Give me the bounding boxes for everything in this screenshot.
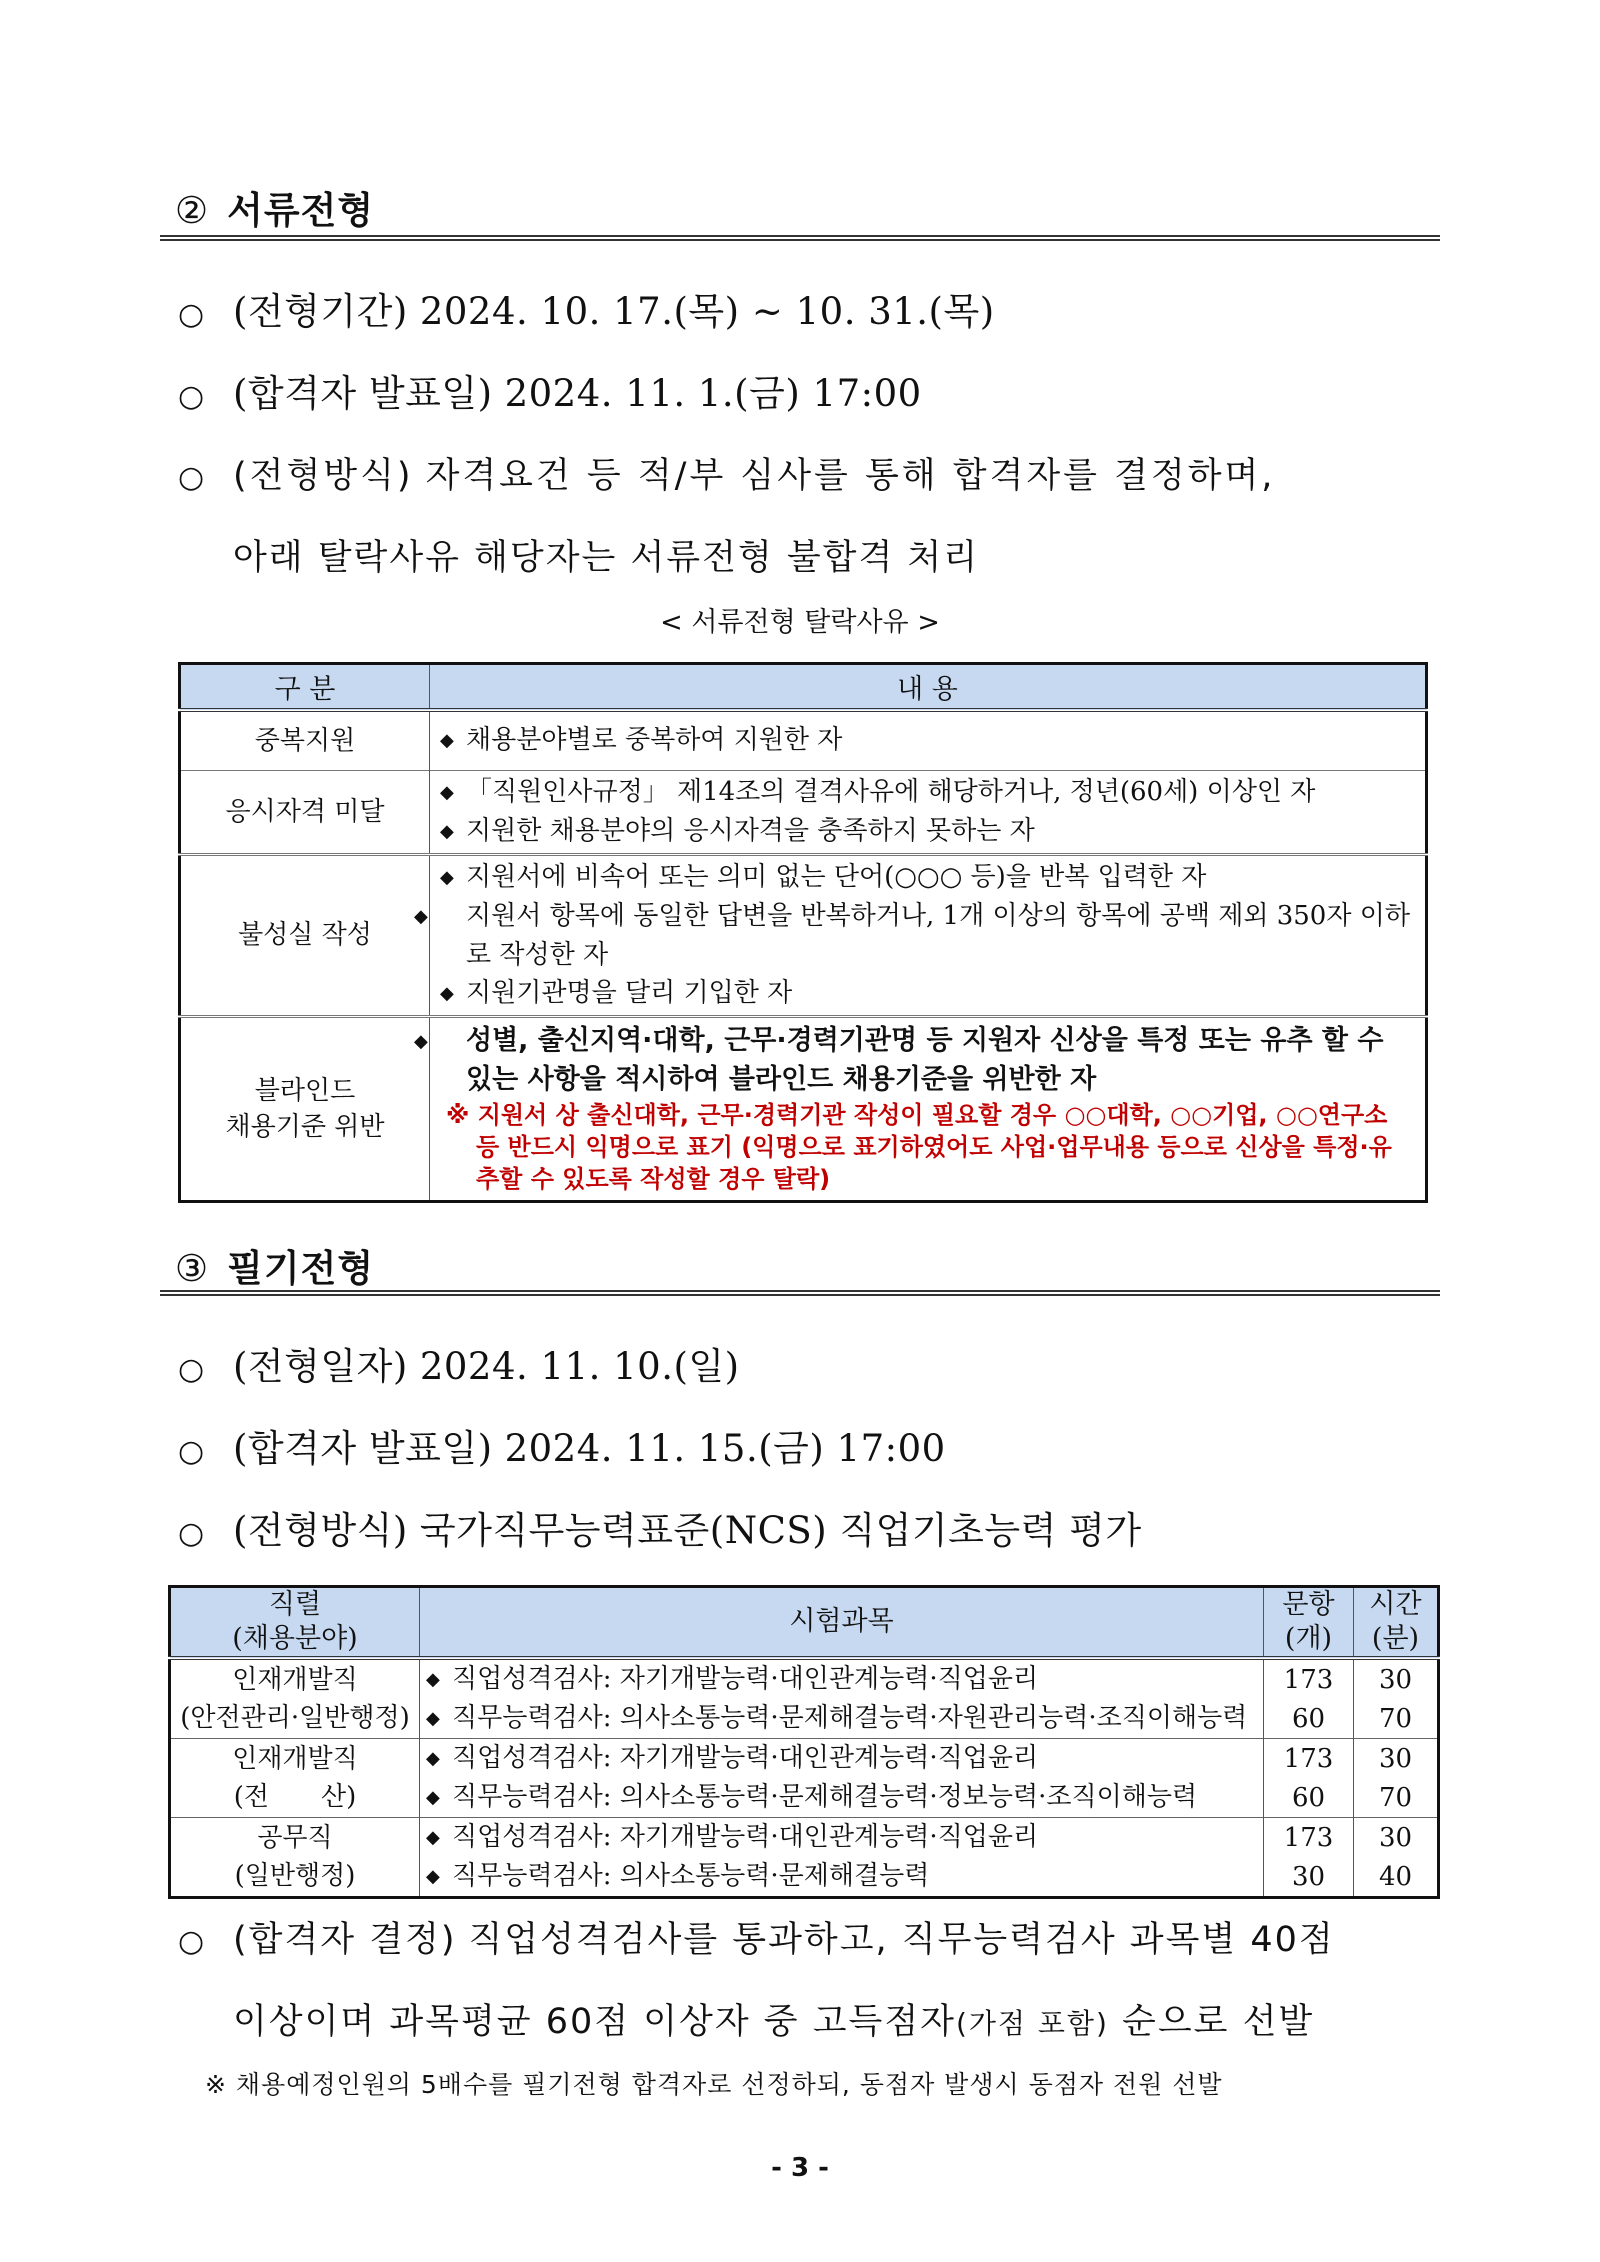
- bullet-key: (전형기간): [233, 290, 408, 333]
- header-category: 구 분: [180, 664, 430, 711]
- bullet-announcement-date: [178, 1409, 946, 1492]
- item-text: 「직원인사규정」 제14조의 결격사유에 해당하거나, 정년(60세) 이상인 자: [466, 776, 1316, 807]
- subject-cell: [420, 1739, 1264, 1779]
- header-line: 문항: [1282, 1589, 1335, 1620]
- header-line: (분): [1371, 1623, 1420, 1654]
- diamond-bullet-icon: ◆: [414, 1030, 428, 1052]
- minutes: 30: [1354, 1739, 1439, 1779]
- item-text: 지원한 채용분야의 응시자격을 충족하지 못하는 자: [466, 815, 1035, 846]
- diamond-bullet-icon: ◆: [440, 781, 454, 803]
- bullet-screening-method: [178, 436, 1275, 518]
- subject-text: 직무능력검사: 의사소통능력·문제해결능력·자원관리능력·조직이해능력: [452, 1703, 1248, 1733]
- header-line: 직렬: [268, 1589, 322, 1620]
- circle-bullet-icon: ○: [178, 1352, 205, 1387]
- diamond-bullet-icon: ◆: [440, 730, 454, 752]
- section-3-heading: [175, 1238, 374, 1292]
- row-item: [414, 897, 1415, 974]
- bullet-key: (합격자 발표일): [233, 372, 493, 415]
- row-item: [440, 812, 1415, 851]
- warning-note: ※ 지원서 상 출신대학, 근무·경력기관 작성이 필요할 경우 ○○대학, ○○기업, ○○연구소 등 반드시 익명으로 표기 (익명으로 표기하였어도 사업·업무내용 등으로 신상을 특정·유추할 수 있도록 작성할 경우 탈락): [446, 1100, 1392, 1193]
- subject-cell: [420, 1699, 1264, 1739]
- row-category: 중복지원: [180, 710, 430, 770]
- bullet-key: (합격자 발표일): [233, 1427, 493, 1470]
- table-caption: < 서류전형 탈락사유 >: [660, 607, 940, 638]
- bullet-key: (합격자 결정): [233, 1920, 457, 1960]
- header-line: 시간: [1369, 1589, 1422, 1620]
- minutes: 40: [1354, 1857, 1439, 1898]
- minutes: 70: [1354, 1699, 1439, 1739]
- bullet-value: 2024. 10. 17.(목) ~ 10. 31.(목): [419, 290, 995, 333]
- job-series-cell: [170, 1658, 420, 1739]
- decision-text: 이상이며 과목평균 60점 이상자 중 고득점자: [233, 2002, 956, 2042]
- subject-text: 직업성격검사: 자기개발능력·대인관계능력·직업윤리: [452, 1822, 1039, 1852]
- subject-cell: [420, 1658, 1264, 1699]
- bullet-value: 2024. 11. 15.(금) 17:00: [504, 1427, 946, 1470]
- minutes: 30: [1354, 1818, 1439, 1858]
- table-row: [170, 1818, 1439, 1858]
- decision-line2: [233, 1982, 1314, 2064]
- subject-text: 직업성격검사: 자기개발능력·대인관계능력·직업윤리: [452, 1743, 1039, 1773]
- header-subjects: 시험과목: [420, 1587, 1264, 1659]
- job-sub: (전 산): [233, 1782, 357, 1812]
- diamond-bullet-icon: ◆: [440, 982, 454, 1004]
- table-row: [180, 854, 1427, 1016]
- header-line: (채용분야): [232, 1623, 358, 1654]
- header-questions: [1264, 1587, 1354, 1659]
- subject-cell: [420, 1857, 1264, 1898]
- footnote: ※ 채용예정인원의 5배수를 필기전형 합격자로 선정하되, 동점자 발생시 동점자 전원 선발: [205, 2070, 1223, 2099]
- row-item: [440, 974, 1415, 1013]
- item-text: 채용분야별로 중복하여 지원한 자: [466, 725, 843, 756]
- row-item: [440, 858, 1415, 897]
- row-content: [414, 854, 1427, 1016]
- minutes: 70: [1354, 1778, 1439, 1818]
- diamond-bullet-icon: ◆: [426, 1827, 440, 1848]
- subject-text: 직업성격검사: 자기개발능력·대인관계능력·직업윤리: [452, 1664, 1039, 1694]
- subject-cell: [420, 1818, 1264, 1858]
- diamond-bullet-icon: ◆: [426, 1669, 440, 1690]
- bullet-key: (전형방식): [233, 456, 414, 496]
- bullet-value: 2024. 11. 10.(일): [419, 1345, 740, 1388]
- section-divider: [160, 235, 1440, 241]
- bullet-value: 국가직무능력표준(NCS) 직업기초능력 평가: [419, 1509, 1142, 1552]
- circle-bullet-icon: ○: [178, 297, 205, 332]
- section-title: 서류전형: [227, 189, 375, 232]
- job-series-cell: [170, 1818, 420, 1898]
- diamond-bullet-icon: ◆: [440, 866, 454, 888]
- question-count: 173: [1264, 1658, 1354, 1699]
- bullet-continuation: 아래 탈락사유 해당자는 서류전형 불합격 처리: [233, 538, 980, 578]
- question-count: 60: [1264, 1699, 1354, 1739]
- header-job-series: [170, 1587, 420, 1659]
- question-count: 173: [1264, 1739, 1354, 1779]
- bullet-announcement-date: [178, 354, 922, 437]
- header-content: 내 용: [430, 664, 1427, 711]
- row-item: [440, 773, 1415, 812]
- bullet-screening-period: [178, 272, 995, 355]
- table-row: [180, 1016, 1427, 1201]
- circle-bullet-icon: ○: [178, 1924, 207, 1959]
- decision-parenthetical: (가점 포함): [955, 2007, 1109, 2040]
- section-divider: [160, 1290, 1440, 1296]
- diamond-bullet-icon: ◆: [426, 1708, 440, 1729]
- header-minutes: [1354, 1587, 1439, 1659]
- decision-line1: 직업성격검사를 통과하고, 직무능력검사 과목별 40점: [468, 1920, 1335, 1960]
- job-name: 인재개발직: [232, 1744, 358, 1774]
- bullet-value: 2024. 11. 1.(금) 17:00: [504, 372, 922, 415]
- table-row: [180, 710, 1427, 770]
- row-category: 응시자격 미달: [180, 770, 430, 854]
- row-item: [440, 721, 1415, 760]
- page-number: - 3 -: [771, 2153, 829, 2183]
- job-sub: (안전관리·일반행정): [180, 1703, 410, 1733]
- row-category: 불성실 작성: [180, 854, 430, 1016]
- question-count: 173: [1264, 1818, 1354, 1858]
- table-row: [170, 1658, 1439, 1699]
- question-count: 30: [1264, 1857, 1354, 1898]
- minutes: 30: [1354, 1658, 1439, 1699]
- section-2-heading: [175, 180, 374, 234]
- job-sub: (일반행정): [234, 1861, 356, 1891]
- diamond-bullet-icon: ◆: [414, 905, 428, 927]
- diamond-bullet-icon: ◆: [426, 1866, 440, 1887]
- circle-bullet-icon: ○: [178, 1434, 205, 1469]
- decision-text: 순으로 선발: [1108, 2002, 1315, 2042]
- bullet-key: (전형방식): [233, 1509, 408, 1552]
- bullet-exam-date: [178, 1327, 740, 1410]
- item-text: 지원기관명을 달리 기입한 자: [466, 977, 793, 1008]
- job-name: 인재개발직: [232, 1665, 358, 1695]
- item-text: 성별, 출신지역·대학, 근무·경력기관명 등 지원자 신상을 특정 또는 유추 할 수 있는 사항을 적시하여 블라인드 채용기준을 위반한 자: [466, 1025, 1384, 1095]
- circle-bullet-icon: ○: [178, 1516, 205, 1551]
- bullet-value: 자격요건 등 적/부 심사를 통해 합격자를 결정하며,: [425, 456, 1276, 496]
- section-number: ②: [175, 189, 210, 232]
- header-line: (개): [1284, 1623, 1333, 1654]
- question-count: 60: [1264, 1778, 1354, 1818]
- diamond-bullet-icon: ◆: [440, 820, 454, 842]
- bullet-key: (전형일자): [233, 1345, 408, 1388]
- circle-bullet-icon: ○: [178, 460, 208, 495]
- table-row: [180, 770, 1427, 854]
- table-header-row: [170, 1587, 1439, 1659]
- circle-bullet-icon: ○: [178, 379, 205, 414]
- diamond-bullet-icon: ◆: [426, 1787, 440, 1808]
- row-content: [430, 770, 1427, 854]
- item-text: 지원서에 비속어 또는 의미 없는 단어(○○○ 등)을 반복 입력한 자: [466, 861, 1207, 892]
- row-category: [180, 1016, 430, 1201]
- row-content: [430, 710, 1427, 770]
- bullet-exam-method: [178, 1491, 1142, 1574]
- subject-text: 직무능력검사: 의사소통능력·문제해결능력·정보능력·조직이해능력: [452, 1782, 1198, 1812]
- bullet-pass-decision: [178, 1900, 1335, 1982]
- table-header-row: [180, 664, 1427, 711]
- subject-text: 직무능력검사: 의사소통능력·문제해결능력: [452, 1861, 930, 1891]
- section-title: 필기전형: [227, 1247, 375, 1290]
- disqualification-table: [178, 662, 1428, 1203]
- job-series-cell: [170, 1739, 420, 1818]
- item-text: 지원서 항목에 동일한 답변을 반복하거나, 1개 이상의 항목에 공백 제외 350자 이하로 작성한 자: [466, 900, 1410, 970]
- written-exam-table: [168, 1585, 1440, 1899]
- row-content: [414, 1016, 1427, 1201]
- section-number: ③: [175, 1247, 210, 1290]
- table-row: [170, 1739, 1439, 1779]
- category-line: 블라인드: [254, 1075, 356, 1106]
- category-line: 채용기준 위반: [225, 1111, 385, 1142]
- diamond-bullet-icon: ◆: [426, 1748, 440, 1769]
- subject-cell: [420, 1778, 1264, 1818]
- row-item: [414, 1022, 1415, 1099]
- job-name: 공무직: [257, 1823, 333, 1853]
